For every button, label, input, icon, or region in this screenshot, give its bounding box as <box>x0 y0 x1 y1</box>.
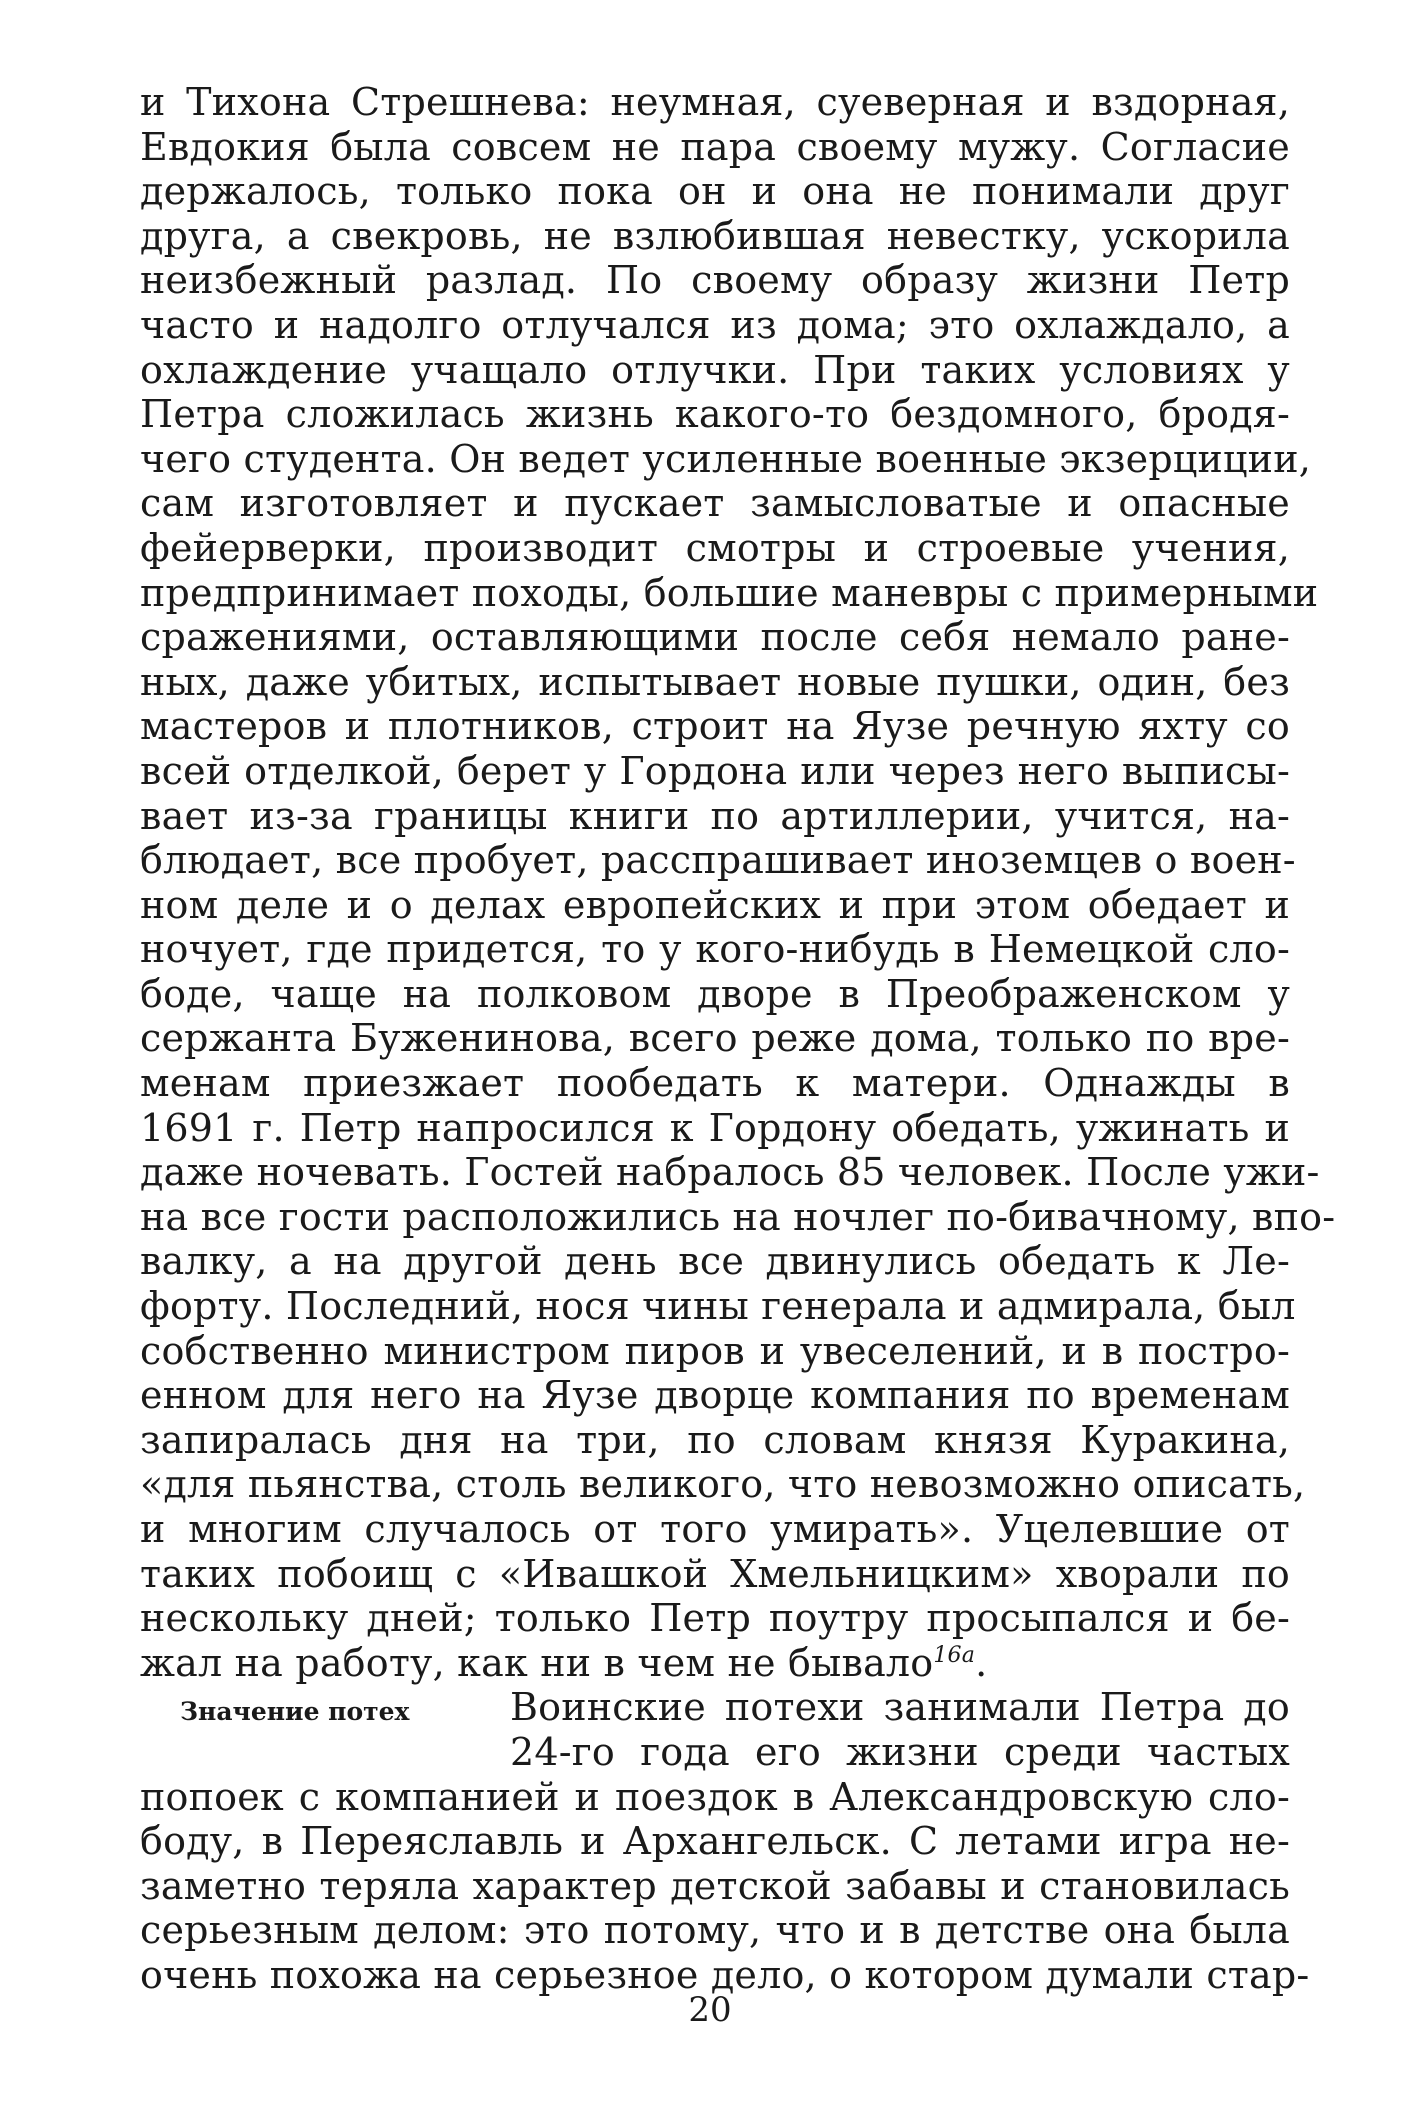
text-line: попоек с компанией и поездок в Александровскую сло- <box>140 1774 1290 1819</box>
text-line: серьезным делом: это потому, что и в детстве она была <box>140 1908 1290 1953</box>
text-line: блюдает, все пробует, расспрашивает иноземцев о воен- <box>140 838 1296 883</box>
text-line: мастеров и плотников, строит на Яузе речную яхту со <box>140 704 1290 749</box>
text-line: ночует, где придется, то у кого-нибудь в Немецкой сло- <box>140 927 1290 972</box>
page-number: 20 <box>688 1990 732 2030</box>
text-line: нескольку дней; только Петр поутру просыпался и бе- <box>140 1596 1290 1641</box>
text-line: охлаждение учащало отлучки. При таких условиях у <box>140 347 1290 392</box>
text-line: Петра сложилась жизнь какого-то бездомного, бродя- <box>140 392 1290 437</box>
text-line: собственно министром пиров и увеселений, и в постро- <box>140 1328 1290 1373</box>
text-line: Воинские потехи занимали Петра до <box>510 1685 1290 1730</box>
text-line: даже ночевать. Гостей набралось 85 человек. После ужи- <box>140 1150 1320 1195</box>
text-line: и многим случалось от того умирать». Уцелевшие от <box>140 1507 1290 1551</box>
text-line: валку, а на другой день все двинулись обедать к Ле- <box>140 1239 1290 1284</box>
text-line: чего студента. Он ведет усиленные военные экзерциции, <box>140 436 1312 481</box>
text-line: сержанта Буженинова, всего реже дома, только по вре- <box>140 1016 1290 1061</box>
paragraph-2-indented <box>510 1685 1290 1774</box>
text-line: и Тихона Стрешнева: неумная, суеверная и вздорная, <box>140 80 1290 124</box>
text-line: сам изготовляет и пускает замысловатые и опасные <box>140 481 1290 526</box>
page-body <box>140 80 1336 1998</box>
footnote-trailing-punct: . <box>975 1640 988 1685</box>
paragraph-1 <box>140 80 1336 1641</box>
text-line: 1691 г. Петр напросился к Гордону обедать, ужинать и <box>140 1105 1290 1150</box>
text-line: друга, а свекровь, не взлюбившая невестку, ускорила <box>140 213 1290 258</box>
text-line: ном деле и о делах европейских и при этом обедает и <box>140 882 1290 927</box>
text-line: «для пьянства, столь великого, что невозможно описать, <box>140 1462 1306 1507</box>
side-heading: Значение потех <box>180 1697 410 1727</box>
footnote-reference: 16а <box>933 1642 976 1668</box>
text-line: боду, в Переяславль и Архангельск. С летами игра не- <box>140 1819 1290 1864</box>
text-line: на все гости расположились на ночлег по-бивачному, впо- <box>140 1194 1336 1239</box>
text-line: всей отделкой, берет у Гордона или через него выписы- <box>140 748 1290 793</box>
text-line: ных, даже убитых, испытывает новые пушки, один, без <box>140 659 1290 704</box>
text-line: фейерверки, производит смотры и строевые учения, <box>140 525 1290 570</box>
text-line: менам приезжает пообедать к матери. Однажды в <box>140 1061 1290 1106</box>
text-line: форту. Последний, нося чины генерала и адмирала, был <box>140 1284 1296 1329</box>
text-line: сражениями, оставляющими после себя немало ране- <box>140 615 1290 660</box>
text-line: держалось, только пока он и она не понимали друг <box>140 169 1290 214</box>
text-line: вает из-за границы книги по артиллерии, учится, на- <box>140 793 1290 838</box>
text-line: Евдокия была совсем не пара своему мужу. Согласие <box>140 124 1290 169</box>
text-line: боде, чаще на полковом дворе в Преображенском у <box>140 971 1290 1016</box>
paragraph-2 <box>140 1774 1310 1998</box>
text-line: таких побоищ с «Ивашкой Хмельницким» хворали по <box>140 1551 1290 1596</box>
text-line: енном для него на Яузе дворце компания по временам <box>140 1373 1290 1418</box>
text-line: 24-го года его жизни среди частых <box>510 1729 1290 1774</box>
text-line: заметно теряла характер детской забавы и становилась <box>140 1863 1290 1908</box>
side-heading-block <box>140 1685 1290 1774</box>
text-line: очень похожа на серьезное дело, о котором думали стар- <box>140 1952 1310 1997</box>
text-line: неизбежный разлад. По своему образу жизни Петр <box>140 258 1290 303</box>
paragraph-1-last-line-text: жал на работу, как ни в чем не бывало <box>140 1640 934 1685</box>
text-line: запиралась дня на три, по словам князя Куракина, <box>140 1417 1290 1462</box>
text-line: предпринимает походы, большие маневры с примерными <box>140 570 1319 615</box>
text-line: часто и надолго отлучался из дома; это охлаждало, а <box>140 302 1290 347</box>
paragraph-1-last-line <box>140 1641 1290 1686</box>
